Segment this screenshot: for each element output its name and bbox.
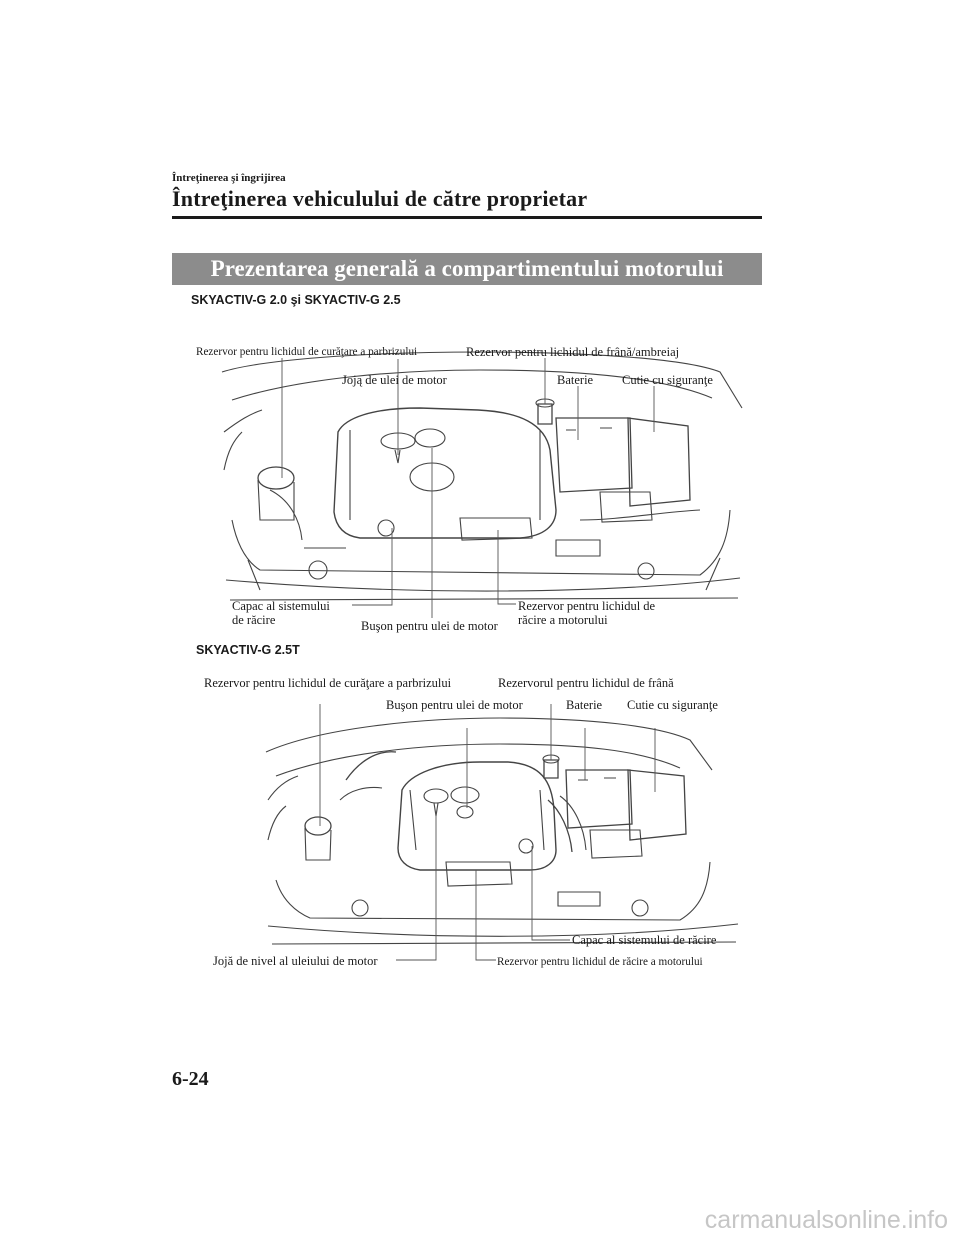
label-a-coolant-cap-line1: Capac al sistemului — [232, 599, 330, 613]
label-b-dipstick: Jojă de nivel al uleiului de motor — [213, 954, 378, 968]
label-a-washer-reservoir: Rezervor pentru lichidul de curăţare a parbrizului — [196, 346, 418, 358]
label-a-fuse-box: Cutie cu siguranţe — [622, 373, 713, 387]
label-a-oil-filler: Buşon pentru ulei de motor — [361, 619, 498, 633]
label-a-coolant-reservoir-line1: Rezervor pentru lichidul de — [518, 599, 656, 613]
label-a-coolant-cap-line2: de răcire — [232, 613, 276, 627]
label-b-battery: Baterie — [566, 698, 603, 712]
variant-heading-b: SKYACTIV-G 2.5T — [196, 643, 300, 657]
label-b-coolant-cap: Capac al sistemului de răcire — [572, 933, 717, 947]
label-b-washer-reservoir: Rezervor pentru lichidul de curăţare a parbrizului — [204, 676, 452, 690]
label-a-battery: Baterie — [557, 373, 594, 387]
label-b-coolant-reservoir: Rezervor pentru lichidul de răcire a motorului — [497, 956, 703, 968]
label-a-coolant-reservoir-line2: răcire a motorului — [518, 613, 608, 627]
label-a-brake-clutch-reservoir: Rezervor pentru lichidul de frână/ambreiaj — [466, 345, 680, 359]
label-b-oil-filler: Buşon pentru ulei de motor — [386, 698, 523, 712]
watermark: carmanualsonline.info — [704, 1206, 948, 1234]
chapter-title: Întreţinerea vehiculului de către proprietar — [172, 186, 588, 211]
section-title: Întreţinerea şi îngrijirea — [172, 172, 286, 184]
label-b-fuse-box: Cutie cu siguranţe — [627, 698, 718, 712]
label-b-brake-reservoir: Rezervorul pentru lichidul de frână — [498, 676, 674, 690]
topic-banner: Prezentarea generală a compartimentului motorului — [172, 253, 762, 285]
label-a-dipstick: Joją de ulei de motor — [342, 373, 447, 387]
page-number: 6-24 — [172, 1068, 209, 1090]
variant-heading-a: SKYACTIV-G 2.0 şi SKYACTIV-G 2.5 — [191, 293, 401, 307]
